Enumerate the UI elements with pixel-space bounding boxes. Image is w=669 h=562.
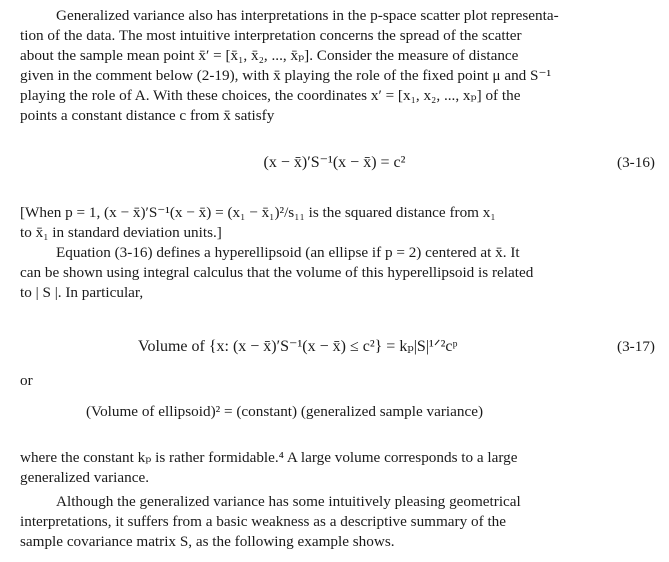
- paragraph-1-line-3: about the sample mean point x̄′ = [x̄₁, x̄₂, ..., x̄ₚ]. Consider the measure of distance: [20, 47, 519, 64]
- paragraph-1-line-4: given in the comment below (2-19), with x̄ playing the role of the fixed point μ and S⁻¹: [20, 67, 552, 84]
- paragraph-3-line-1: Equation (3-16) defines a hyperellipsoid (an ellipse if p = 2) centered at x̄. It: [56, 244, 520, 261]
- paragraph-4-line-1: where the constant kₚ is rather formidable.⁴ A large volume corresponds to a large: [20, 449, 518, 466]
- paragraph-1-line-6: points a constant distance c from x̄ satisfy: [20, 107, 275, 124]
- paragraph-1-line-2: tion of the data. The most intuitive interpretation concerns the spread of the scatter: [20, 27, 522, 44]
- paragraph-1-line-5: playing the role of A. With these choices, the coordinates x′ = [x₁, x₂, ..., xₚ] of the: [20, 87, 521, 104]
- equation-3-16: (x − x̄)′S⁻¹(x − x̄) = c²: [263, 154, 406, 171]
- paragraph-5-line-2: interpretations, it suffers from a basic weakness as a descriptive summary of the: [20, 513, 506, 530]
- equation-number-3-16: (3-16): [617, 154, 655, 171]
- paragraph-3-line-3: to | S |. In particular,: [20, 284, 144, 301]
- paragraph-4-line-2: generalized variance.: [20, 469, 150, 486]
- paragraph-2-line-2: to x̄₁ in standard deviation units.]: [20, 224, 222, 241]
- paragraph-2-line-1: [When p = 1, (x − x̄)′S⁻¹(x − x̄) = (x₁ − x̄₁)²/s₁₁ is the squared distance from x₁: [20, 204, 496, 221]
- paragraph-5-line-3: sample covariance matrix S, as the following example shows.: [20, 533, 395, 550]
- equation-ellipsoid-volume: (Volume of ellipsoid)² = (constant) (generalized sample variance): [86, 403, 484, 420]
- equation-3-17: Volume of {x: (x − x̄)′S⁻¹(x − x̄) ≤ c²} = kₚ|S|¹ᐟ²cᵖ: [138, 338, 458, 355]
- paragraph-5-line-1: Although the generalized variance has some intuitively pleasing geometrical: [56, 493, 521, 510]
- paragraph-1-line-1: Generalized variance also has interpretations in the p-space scatter plot representa-: [56, 7, 559, 24]
- paragraph-3-line-2: can be shown using integral calculus that the volume of this hyperellipsoid is related: [20, 264, 534, 281]
- or-text: or: [20, 372, 33, 389]
- equation-number-3-17: (3-17): [617, 338, 655, 355]
